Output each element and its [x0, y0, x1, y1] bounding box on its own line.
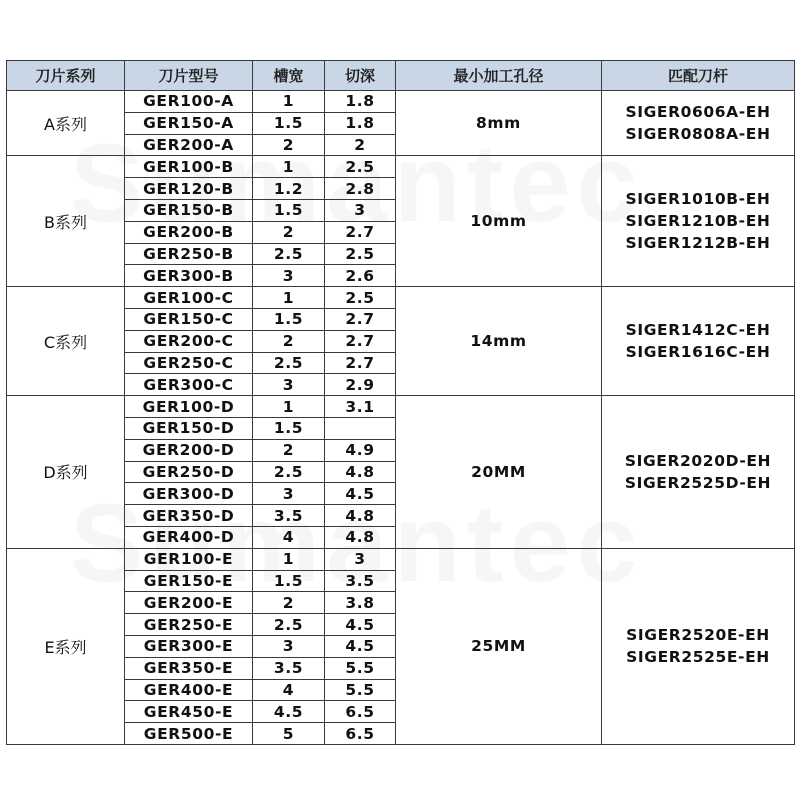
header-cut-depth: 切深 [325, 61, 396, 91]
cut-depth-cell: 3 [325, 548, 396, 570]
cut-depth-cell: 2.5 [325, 156, 396, 178]
cut-depth-cell: 4.5 [325, 483, 396, 505]
holder-model: SIGER1616C-EH [625, 343, 771, 362]
groove-width-cell: 2.5 [253, 614, 325, 636]
model-cell: GER200-D [125, 439, 253, 461]
header-model: 刀片型号 [125, 61, 253, 91]
groove-width-cell: 3 [253, 635, 325, 657]
min-hole-cell: 20MM [396, 396, 602, 549]
cut-depth-cell: 4.9 [325, 439, 396, 461]
cut-depth-cell: 3.1 [325, 396, 396, 418]
model-cell: GER300-E [125, 635, 253, 657]
groove-width-cell: 3.5 [253, 505, 325, 527]
header-holder: 匹配刀杆 [602, 61, 795, 91]
cut-depth-cell: 3.5 [325, 570, 396, 592]
cut-depth-cell: 2 [325, 134, 396, 156]
header-groove-width: 槽宽 [253, 61, 325, 91]
insert-spec-table [6, 60, 795, 745]
model-cell: GER400-E [125, 679, 253, 701]
table-row [7, 91, 795, 113]
cut-depth-cell: 3 [325, 199, 396, 221]
cut-depth-cell: 2.9 [325, 374, 396, 396]
model-cell: GER200-B [125, 221, 253, 243]
min-hole-cell: 25MM [396, 548, 602, 744]
model-cell: GER150-E [125, 570, 253, 592]
groove-width-cell: 4 [253, 526, 325, 548]
holder-cell [602, 287, 795, 396]
groove-width-cell: 2.5 [253, 243, 325, 265]
model-cell: GER100-D [125, 396, 253, 418]
model-cell: GER200-A [125, 134, 253, 156]
header-series: 刀片系列 [7, 61, 125, 91]
table-header [7, 61, 795, 91]
model-cell: GER250-C [125, 352, 253, 374]
min-hole-cell: 8mm [396, 91, 602, 156]
table-row [7, 156, 795, 178]
groove-width-cell: 2 [253, 439, 325, 461]
model-cell: GER150-C [125, 308, 253, 330]
groove-width-cell: 1 [253, 287, 325, 309]
groove-width-cell: 2 [253, 134, 325, 156]
holder-model: SIGER2525D-EH [624, 473, 772, 492]
cut-depth-cell [325, 417, 396, 439]
series-cell: E系列 [7, 548, 125, 744]
holder-cell [602, 156, 795, 287]
cut-depth-cell: 5.5 [325, 679, 396, 701]
cut-depth-cell: 6.5 [325, 701, 396, 723]
groove-width-cell: 1 [253, 91, 325, 113]
cut-depth-cell: 5.5 [325, 657, 396, 679]
holder-model: SIGER1010B-EH [625, 190, 771, 209]
model-cell: GER250-B [125, 243, 253, 265]
model-cell: GER200-C [125, 330, 253, 352]
groove-width-cell: 5 [253, 723, 325, 745]
groove-width-cell: 3 [253, 374, 325, 396]
groove-width-cell: 1.5 [253, 308, 325, 330]
cut-depth-cell: 2.5 [325, 287, 396, 309]
model-cell: GER200-E [125, 592, 253, 614]
holder-model: SIGER1210B-EH [625, 212, 771, 231]
model-cell: GER120-B [125, 178, 253, 200]
groove-width-cell: 2.5 [253, 461, 325, 483]
model-cell: GER100-B [125, 156, 253, 178]
groove-width-cell: 1.5 [253, 199, 325, 221]
holder-model: SIGER0808A-EH [625, 125, 771, 144]
groove-width-cell: 3.5 [253, 657, 325, 679]
holder-model: SIGER2525E-EH [626, 648, 770, 667]
cut-depth-cell: 4.5 [325, 635, 396, 657]
series-cell: B系列 [7, 156, 125, 287]
model-cell: GER100-E [125, 548, 253, 570]
groove-width-cell: 3 [253, 483, 325, 505]
table-row [7, 396, 795, 418]
groove-width-cell: 4 [253, 679, 325, 701]
cut-depth-cell: 2.7 [325, 352, 396, 374]
model-cell: GER450-E [125, 701, 253, 723]
model-cell: GER150-B [125, 199, 253, 221]
cut-depth-cell: 4.8 [325, 505, 396, 527]
groove-width-cell: 1 [253, 548, 325, 570]
groove-width-cell: 1.5 [253, 570, 325, 592]
cut-depth-cell: 2.8 [325, 178, 396, 200]
holder-cell [602, 91, 795, 156]
model-cell: GER250-D [125, 461, 253, 483]
cut-depth-cell: 1.8 [325, 91, 396, 113]
groove-width-cell: 1.2 [253, 178, 325, 200]
cut-depth-cell: 4.8 [325, 526, 396, 548]
model-cell: GER350-E [125, 657, 253, 679]
holder-model: SIGER2020D-EH [624, 451, 772, 470]
min-hole-cell: 14mm [396, 287, 602, 396]
header-row [7, 61, 795, 91]
model-cell: GER100-C [125, 287, 253, 309]
model-cell: GER350-D [125, 505, 253, 527]
model-cell: GER250-E [125, 614, 253, 636]
model-cell: GER400-D [125, 526, 253, 548]
cut-depth-cell: 2.7 [325, 308, 396, 330]
model-cell: GER300-B [125, 265, 253, 287]
groove-width-cell: 3 [253, 265, 325, 287]
cut-depth-cell: 2.5 [325, 243, 396, 265]
model-cell: GER100-A [125, 91, 253, 113]
model-cell: GER150-A [125, 112, 253, 134]
groove-width-cell: 4.5 [253, 701, 325, 723]
groove-width-cell: 2 [253, 330, 325, 352]
holder-model: SIGER2520E-EH [626, 626, 770, 645]
groove-width-cell: 2 [253, 221, 325, 243]
table-body [7, 91, 795, 745]
cut-depth-cell: 1.8 [325, 112, 396, 134]
groove-width-cell: 2 [253, 592, 325, 614]
cut-depth-cell: 6.5 [325, 723, 396, 745]
cut-depth-cell: 4.5 [325, 614, 396, 636]
table-row [7, 548, 795, 570]
series-cell: A系列 [7, 91, 125, 156]
groove-width-cell: 1.5 [253, 112, 325, 134]
groove-width-cell: 1.5 [253, 417, 325, 439]
header-min-hole: 最小加工孔径 [396, 61, 602, 91]
model-cell: GER300-C [125, 374, 253, 396]
holder-cell [602, 548, 795, 744]
model-cell: GER300-D [125, 483, 253, 505]
groove-width-cell: 2.5 [253, 352, 325, 374]
holder-model: SIGER0606A-EH [625, 103, 771, 122]
cut-depth-cell: 2.6 [325, 265, 396, 287]
min-hole-cell: 10mm [396, 156, 602, 287]
cut-depth-cell: 2.7 [325, 221, 396, 243]
holder-model: SIGER1412C-EH [625, 321, 771, 340]
model-cell: GER150-D [125, 417, 253, 439]
model-cell: GER500-E [125, 723, 253, 745]
series-cell: C系列 [7, 287, 125, 396]
cut-depth-cell: 4.8 [325, 461, 396, 483]
groove-width-cell: 1 [253, 396, 325, 418]
cut-depth-cell: 2.7 [325, 330, 396, 352]
series-cell: D系列 [7, 396, 125, 549]
holder-cell [602, 396, 795, 549]
cut-depth-cell: 3.8 [325, 592, 396, 614]
groove-width-cell: 1 [253, 156, 325, 178]
holder-model: SIGER1212B-EH [625, 234, 771, 253]
table-row [7, 287, 795, 309]
